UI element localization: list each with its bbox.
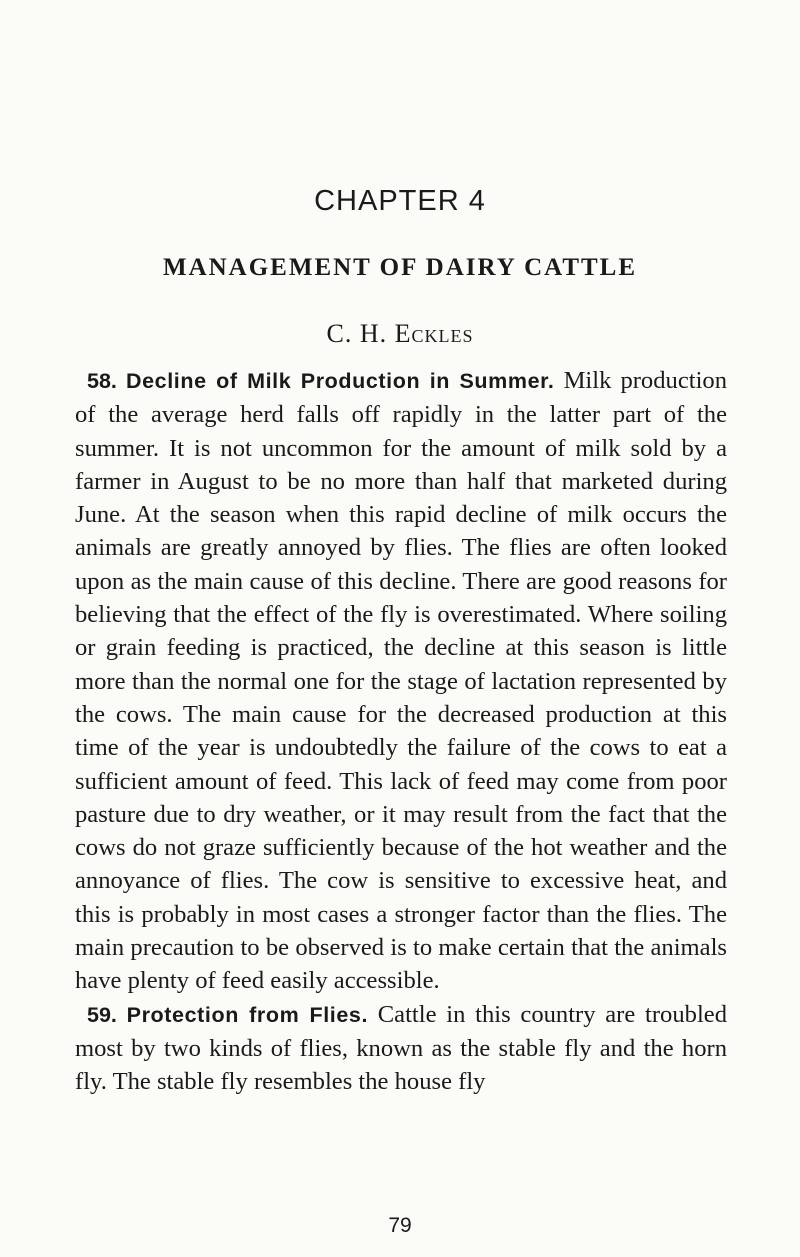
chapter-title: MANAGEMENT OF DAIRY CATTLE [162, 254, 638, 281]
section-59 [75, 998, 727, 1099]
body-text [75, 364, 727, 1099]
chapter-author: C. H. Eckles [326, 319, 474, 348]
section-58 [75, 364, 727, 998]
page-number: 79 [388, 1214, 412, 1237]
section-heading: Decline of Milk Production in Summer. [125, 369, 555, 393]
section-number: 58. [87, 369, 117, 393]
chapter-label: CHAPTER 4 [314, 185, 486, 217]
section-heading: Protection from Flies. [126, 1002, 369, 1027]
section-number: 59. [87, 1002, 117, 1027]
section-text: Cattle in this country are troubled most by two kinds of flies, known as the stable fly and the horn fly. The stable fly resembles the house fly [75, 1000, 727, 1096]
section-text: Milk production of the average herd falls off rapidly in the latter part of the summer. It is not uncommon for the amount of milk sold by a farmer in August to be no more than half that marketed during June. At the season when this rapid decline of milk occurs the animals are greatly annoyed by flies. The flies are often looked upon as the main cause of this decline. There are good reasons for believing that the effect of the fly is overestimated. Where soiling or grain feeding is practiced, the decline at this season is little more than the normal one for the stage of lactation represented by the cows. The main cause for the decreased production at this time of the year is undoubtedly the failure of the cows to eat a sufficient amount of feed. This lack of feed may come from poor pasture due to dry weather, or it may result from the fact that the cows do not graze sufficiently because of the hot weather and the annoyance of flies. The cow is sensitive to excessive heat, and this is probably in most cases a stronger factor than the flies. The main precaution to be observed is to make certain that the animals have plenty of feed easily accessible. [75, 367, 727, 995]
